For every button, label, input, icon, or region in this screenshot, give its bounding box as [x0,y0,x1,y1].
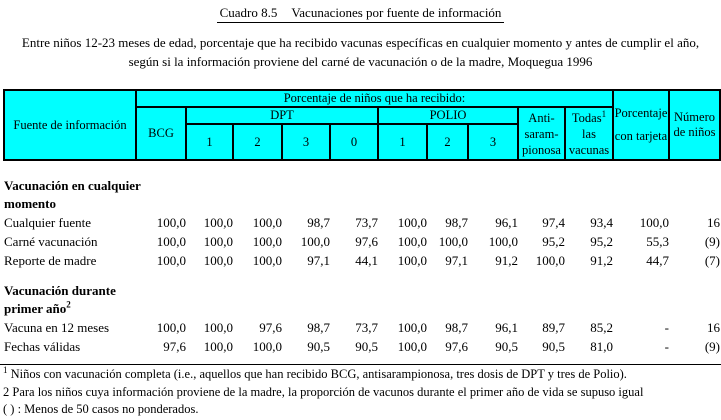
cell-polio3: 90,5 [495,338,518,354]
cell-bcg: 97,6 [163,338,186,354]
anti-line-3: pionosa [522,142,561,157]
anti-line-1: Anti- [528,110,555,125]
col-header-dpt-2: 2 [233,124,282,160]
col-header-fuente: Fuente de información [4,90,136,160]
cell-dpt3: 98,7 [307,319,330,335]
cell-numero: 16 [707,214,720,230]
table-row [4,318,720,337]
col-header-bcg: BCG [136,107,186,160]
cell-polio0: 90,5 [355,338,378,354]
row-label: Cualquier fuente [4,214,91,230]
header-porcentaje-recibido: Porcentaje de niños que ha recibido: [136,90,613,107]
spacer-row [4,160,720,177]
cell-todas: 91,2 [590,252,613,268]
cell-bcg: 100,0 [156,214,186,230]
footnote-2: 2 Para los niños cuya información proviene de la madre, la proporción de vacunos durante el primer año de vida se supuso igual [3,384,644,399]
todas-line-2: las [582,126,596,141]
table-title-text [217,5,505,23]
table-row [4,213,720,232]
todas-line-3: vacunas [568,142,610,157]
footnotes [3,366,718,419]
cell-dpt2: 100,0 [252,338,282,354]
cell-tarjeta: - [664,319,669,335]
cell-polio3: 100,0 [488,233,518,249]
todas-line-1 [566,110,612,126]
cell-polio2: 97,6 [445,338,468,354]
numero-line-2: de niños [673,125,716,139]
col-header-todas-vacunas [565,107,613,160]
section1-heading-line1: Vacunación en cualquier [4,178,141,193]
col-header-polio-3: 3 [468,124,518,160]
cell-polio2: 98,7 [445,214,468,230]
cell-antisarampionosa: 89,7 [542,319,565,335]
todas-superscript: 1 [601,108,607,119]
cell-numero: (9) [704,233,720,249]
col-header-antisarampionosa [518,107,565,160]
table-row [4,232,720,251]
footnote-separator [0,364,721,365]
cell-dpt1: 100,0 [203,338,233,354]
col-header-porcentaje-tarjeta [613,90,669,160]
cell-tarjeta: 100,0 [639,214,669,230]
cell-polio1: 100,0 [397,252,427,268]
numero-line-1: Número [674,110,715,124]
table-subtitle [0,33,721,71]
group-header-polio: POLIO [378,107,518,124]
cell-tarjeta: 55,3 [646,233,669,249]
cell-polio0: 73,7 [355,214,378,230]
cell-dpt3: 100,0 [300,233,330,249]
cell-polio2: 98,7 [445,319,468,335]
col-header-dpt-3: 3 [282,124,330,160]
cell-dpt2: 100,0 [252,252,282,268]
cell-polio3: 96,1 [495,319,518,335]
cell-tarjeta: 44,7 [646,252,669,268]
cell-polio0: 73,7 [355,319,378,335]
cell-dpt2: 100,0 [252,214,282,230]
table-row [4,337,720,356]
cell-polio3: 91,2 [495,252,518,268]
section-heading-cualquier-momento [4,177,720,213]
spacer-row [4,270,720,282]
row-label: Vacuna en 12 meses [4,319,110,335]
cell-dpt1: 100,0 [203,319,233,335]
col-header-polio-2: 2 [427,124,468,160]
section2-superscript: 2 [66,299,71,310]
section2-heading-line2: primer año$^2$ [4,299,71,316]
cell-polio0: 44,1 [355,252,378,268]
footnote-1: $^1$ Niños con vacunación completa (i.e., aquellos que han recibido BCG, antisarampionosa, tres dosis de DPT y tres de Polio). [3,364,627,381]
table-row [4,251,720,270]
tarjeta-line-1: Porcentaje [614,106,668,120]
todas-word: Todas [571,110,602,125]
section2-heading-line1: Vacunación durante [4,283,116,298]
cell-polio1: 100,0 [397,319,427,335]
col-header-polio-1: 1 [378,124,427,160]
cell-numero: 16 [707,319,720,335]
cell-numero: (7) [704,252,720,268]
group-header-dpt: DPT [186,107,378,124]
row-label: Reporte de madre [4,252,97,268]
table-title [0,5,721,23]
cell-dpt1: 100,0 [203,252,233,268]
row-label: Fechas válidas [4,338,81,354]
cell-dpt2: 100,0 [252,233,282,249]
cell-todas: 85,2 [590,319,613,335]
section-heading-primer-ano [4,282,720,318]
cell-bcg: 100,0 [156,252,186,268]
section1-heading-line2: momento [4,196,56,211]
cell-dpt3: 97,1 [307,252,330,268]
cell-numero: (9) [704,338,720,354]
cell-polio3: 96,1 [495,214,518,230]
cell-dpt1: 100,0 [203,214,233,230]
cell-dpt1: 100,0 [203,233,233,249]
row-label: Carné vacunación [4,233,98,249]
tarjeta-line-2: con tarjeta [614,129,668,143]
cell-todas: 93,4 [590,214,613,230]
cell-antisarampionosa: 100,0 [535,252,565,268]
vaccination-table [3,89,721,356]
footnote-3: ( ) : Menos de 50 casos no ponderados. [3,402,199,416]
anti-line-2: saram- [524,126,559,141]
cell-polio1: 100,0 [397,214,427,230]
cell-polio0: 97,6 [355,233,378,249]
cell-dpt3: 98,7 [307,214,330,230]
table-number: Cuadro 8.5 [219,5,278,20]
cell-polio1: 100,0 [397,233,427,249]
section-heading-row [4,177,720,213]
cell-antisarampionosa: 90,5 [542,338,565,354]
cell-bcg: 100,0 [156,319,186,335]
cell-dpt3: 90,5 [307,338,330,354]
cell-todas: 81,0 [590,338,613,354]
cell-polio2: 97,1 [445,252,468,268]
cell-todas: 95,2 [590,233,613,249]
cell-tarjeta: - [664,338,669,354]
cell-antisarampionosa: 95,2 [542,233,565,249]
cell-antisarampionosa: 97,4 [542,214,565,230]
cell-polio1: 100,0 [397,338,427,354]
col-header-dpt-1: 1 [186,124,233,160]
subtitle-line-2: según si la información proviene del carné de vacunación o de la madre, Moquegua 1996 [128,54,593,69]
section-heading-row [4,282,720,318]
title-main: Vacunaciones por fuente de información [291,5,502,20]
cell-bcg: 100,0 [156,233,186,249]
cell-polio2: 100,0 [438,233,468,249]
col-header-numero-ninos [669,90,720,160]
subtitle-line-1: Entre niños 12-23 meses de edad, porcentaje que ha recibido vacunas específicas en cualquier momento y antes de cumplir el año, [21,35,700,50]
col-header-dpt-0: 0 [330,124,378,160]
footnote-1-superscript: 1 [3,364,8,375]
cell-dpt2: 97,6 [259,319,282,335]
